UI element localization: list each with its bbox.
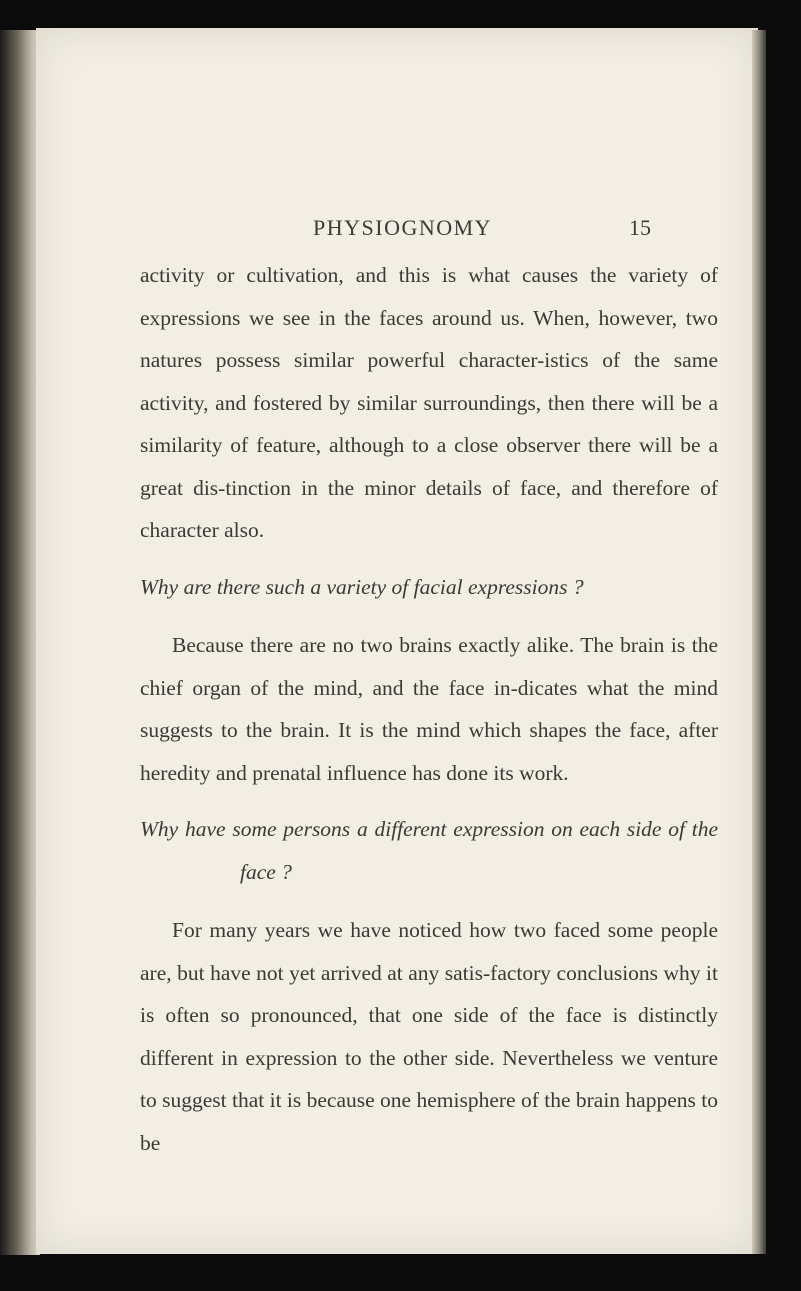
running-title: PHYSIOGNOMY: [313, 215, 493, 240]
page-header: [36, 215, 758, 249]
page-number: 15: [629, 215, 651, 240]
paragraph-3: For many years we have noticed how two faced some people are, but have not yet arrived at any satis-factory conclusions why it is often so pronounced, that one side of the face is distinctly different in expression to the other side. Nevertheless we venture to suggest that it is because one hemisphere of the brain happens to be: [140, 918, 718, 1155]
page-fore-edge: [752, 30, 766, 1254]
paragraph-1: activity or cultivation, and this is what causes the variety of expressions we see in the faces around us. When, however, two natures possess similar powerful character-istics of the same activity, and fostered by similar surroundings, then there will be a similarity of feature, although to a close observer there will be a great dis-tinction in the minor details of face, and therefore of character also.: [140, 263, 718, 542]
question-heading-1: Why are there such a variety of facial expressions ?: [140, 574, 584, 599]
book-page: [36, 28, 758, 1254]
question-heading-2: Why have some persons a different expression on each side of the face ?: [140, 817, 718, 884]
paragraph-2: Because there are no two brains exactly alike. The brain is the chief organ of the mind, and the face in-dicates what the mind suggests to the brain. It is the mind which shapes the face, after heredity and prenatal influence has done its work.: [140, 633, 718, 785]
body-text: [140, 254, 718, 1164]
book-gutter-edge: [0, 30, 40, 1255]
